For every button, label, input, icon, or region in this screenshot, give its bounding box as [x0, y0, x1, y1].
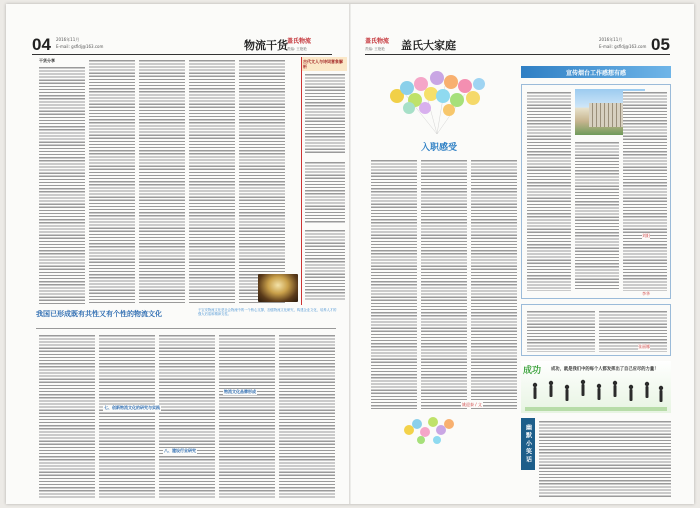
blue-banner: 宣传烟台工作感想有感 — [521, 66, 671, 78]
text-column-4 — [189, 59, 235, 304]
right-editor: 责编: 王艳艳 — [365, 47, 385, 51]
article-title: 入职感受 — [420, 143, 457, 153]
balloons-illustration — [385, 64, 489, 134]
inline-head-2: 八、建设行业研究 — [164, 448, 196, 453]
newspaper-spread — [6, 4, 694, 504]
lower-rule — [36, 328, 336, 329]
essay-text-column-2 — [575, 141, 619, 291]
right-email: E-mail: gsfldj@163.com — [599, 44, 647, 49]
right-header-rule — [365, 54, 670, 55]
team-photo-banner — [521, 361, 671, 413]
essay-text-column-1 — [527, 91, 571, 291]
right-page-number: 05 — [651, 35, 670, 54]
text-column-3 — [139, 59, 185, 304]
jokes-vertical-tab: 幽默小笑话 — [521, 418, 535, 470]
author-signature-1: 刘阳 — [642, 233, 650, 238]
right-section-title: 盖氏大家庭 — [401, 39, 456, 52]
essay-text-column-3 — [623, 91, 667, 291]
small-balloons-illustration — [401, 414, 457, 454]
text-column-5 — [239, 59, 285, 305]
second-essay-text-2 — [599, 310, 667, 352]
right-date: 2016年11月 — [599, 37, 623, 42]
sidebar-heading: 古代文人与诗词意象解析 — [302, 57, 347, 71]
article-sub-headline: 于宝安物流文化是社会物流中的一个核心支撑，加强物流文化研究，构建企业文化，培养人才的强大后盾和精神支柱。 — [198, 308, 337, 317]
left-editor: 责编: 王艳艳 — [287, 47, 307, 51]
author-signature-2: 李华 — [642, 291, 650, 296]
left-page-number: 04 — [32, 35, 51, 54]
author-signature-3: 张丽娜 — [638, 344, 650, 349]
lower-text-column-1 — [39, 334, 95, 499]
article-signature: 姚迎泰 / 文 — [462, 402, 482, 407]
poetry-sidebar — [301, 57, 347, 305]
left-header-rule — [32, 54, 332, 55]
lower-text-column-5 — [279, 334, 335, 499]
jokes-text — [539, 420, 671, 498]
left-top-label: 干货分享 — [39, 58, 55, 63]
lower-text-column-4 — [219, 334, 275, 499]
right-page — [351, 4, 694, 504]
right-text-column-2 — [421, 159, 467, 409]
left-email: E-mail: gsfldj@163.com — [56, 44, 104, 49]
jumping-people-illustration — [525, 377, 667, 411]
text-column-1 — [39, 66, 85, 304]
sidebar-text-3 — [305, 229, 345, 301]
right-logo: 盖氏物流 — [365, 38, 390, 45]
green-banner-text: 成功，就是我们中的每个人都发挥出了自己应尽的力量！ — [551, 367, 659, 372]
sidebar-text-2 — [305, 161, 345, 223]
conference-hall-photo — [258, 274, 298, 302]
left-logo: 盖氏物流 — [287, 38, 312, 45]
green-word: 成功 — [523, 366, 542, 376]
text-column-2 — [89, 59, 135, 304]
lower-text-column-3 — [159, 334, 215, 499]
left-page — [6, 4, 349, 504]
inline-head-3: 物流文化品牌形成 — [224, 389, 256, 394]
right-text-column-3 — [471, 159, 517, 409]
lower-text-column-2 — [99, 334, 155, 499]
sidebar-text-1 — [305, 73, 345, 155]
left-date: 2016年11月 — [56, 37, 80, 42]
right-text-column-1 — [371, 159, 417, 409]
left-section-title: 物流干货 — [244, 39, 288, 52]
article-headline: 我国已形成既有共性又有个性的物流文化 — [36, 310, 162, 318]
inline-head-1: 七、创新物流文化的研究与实践 — [104, 405, 160, 410]
essay-box — [521, 84, 671, 299]
second-essay-box — [521, 304, 671, 356]
second-essay-text-1 — [527, 310, 595, 352]
